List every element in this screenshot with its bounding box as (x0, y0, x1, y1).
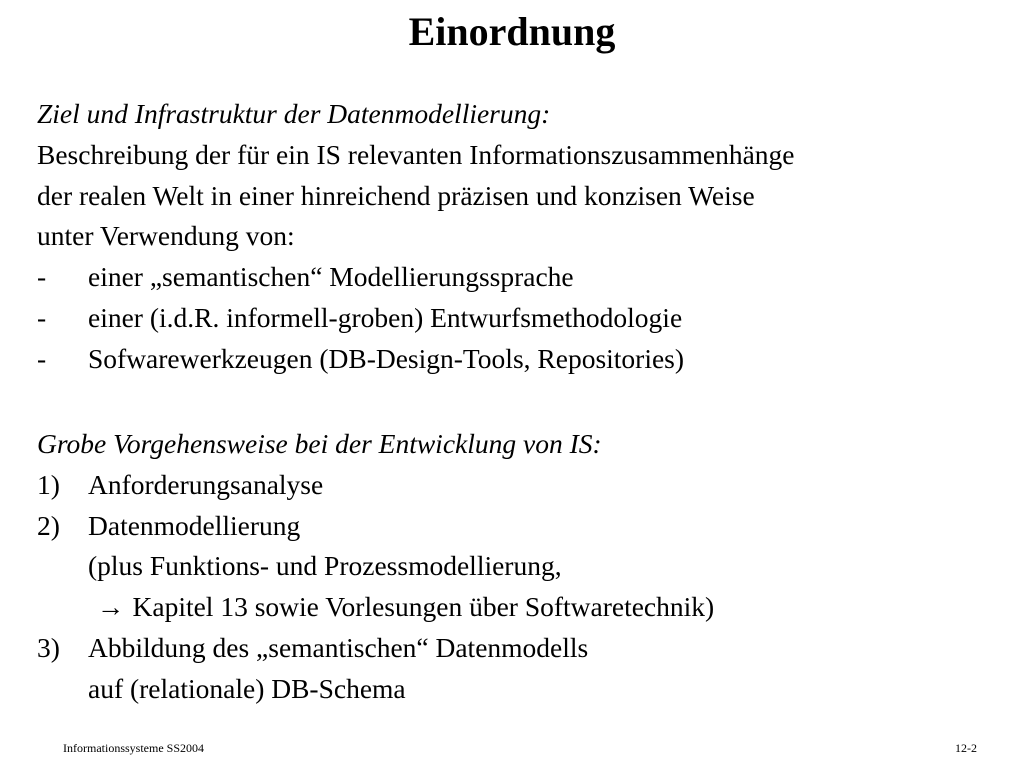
section-approach (37, 424, 997, 710)
step-text: Datenmodellierung (88, 509, 301, 541)
reference-text: Kapitel 13 sowie Vorlesungen über Softwaretechnik) (132, 591, 715, 623)
bullet-marker: - (37, 261, 47, 293)
section-goal (37, 94, 997, 380)
footer-course: Informationssysteme SS2004 (63, 741, 204, 755)
step-item (37, 628, 997, 669)
bullet-item (37, 298, 997, 339)
step-item (37, 506, 997, 547)
bullet-item (37, 257, 997, 298)
step-item (37, 465, 997, 506)
section-heading: Grobe Vorgehensweise bei der Entwicklung von IS: (37, 428, 602, 459)
right-arrow-icon: → (97, 591, 125, 623)
step-continuation: (plus Funktions- und Prozessmodellierung, (88, 550, 562, 582)
step-number: 3) (37, 631, 60, 663)
slide-title: Einordnung (408, 9, 616, 54)
bullet-text: einer (i.d.R. informell-groben) Entwurfsmethodologie (88, 301, 683, 333)
step-text: Abbildung des „semantischen“ Datenmodells (88, 631, 589, 663)
bullet-marker: - (37, 342, 47, 374)
body-line: Beschreibung der für ein IS relevanten Informationszusammenhänge (37, 138, 795, 170)
step-continuation: auf (relationale) DB-Schema (88, 672, 406, 704)
step-text: Anforderungsanalyse (88, 468, 324, 500)
bullet-text: einer „semantischen“ Modellierungssprache (88, 261, 574, 293)
step-reference (37, 587, 997, 628)
step-number: 2) (37, 509, 60, 541)
body-line: unter Verwendung von: (37, 220, 295, 252)
step-number: 1) (37, 468, 60, 500)
footer-page-number: 12-2 (955, 741, 977, 755)
bullet-marker: - (37, 301, 47, 333)
bullet-item (37, 339, 997, 380)
section-heading: Ziel und Infrastruktur der Datenmodellierung: (37, 98, 551, 129)
body-line: der realen Welt in einer hinreichend präzisen und konzisen Weise (37, 179, 755, 211)
bullet-text: Sofwarewerkzeugen (DB-Design-Tools, Repositories) (88, 342, 685, 374)
